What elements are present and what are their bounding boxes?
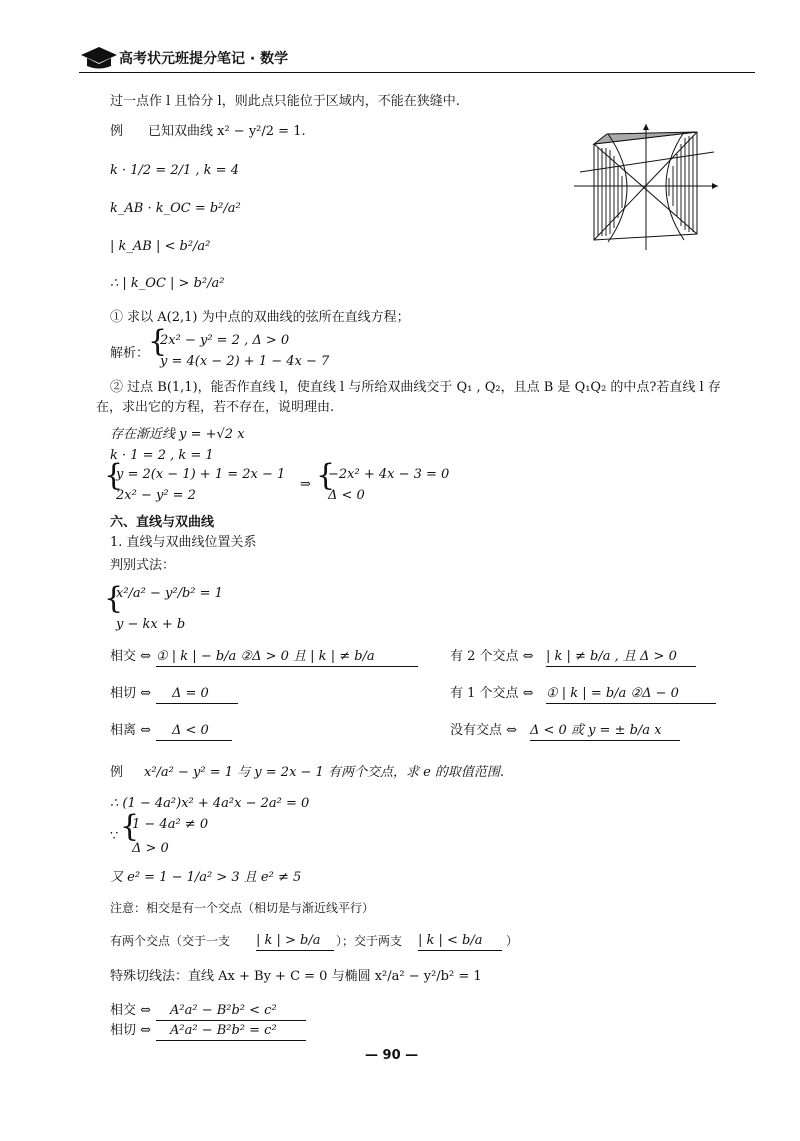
- special-label-intersect: 相交 ⇔: [110, 1003, 152, 1018]
- subsection-heading: 1. 直线与双曲线位置关系: [110, 535, 257, 550]
- text-line: 过一点作 l 且恰分 l，则此点只能位于区域内，不能在狭缝中.: [110, 94, 460, 109]
- question-2-line-1: ② 过点 B(1,1)，能否作直线 l，使直线 l 与所给双曲线交于 Q₁ , Q₂，且点 B 是 Q₁Q₂ 的中点?若直线 l 存: [110, 380, 721, 395]
- system-eq-6: y − kx + b: [116, 617, 186, 632]
- system-eq-5: x²/a² − y²/b² = 1: [116, 586, 223, 601]
- question-2-line-2: 在，求出它的方程，若不存在，说明理由.: [96, 400, 335, 415]
- note-text: ）: [506, 934, 519, 948]
- note-value-2: | k | < b/a: [418, 932, 502, 951]
- method-label: 判别式法：: [110, 558, 176, 573]
- left-brace: {: [148, 324, 168, 359]
- special-method-line: 特殊切线法：直线 Ax + By + C = 0 与椭圆 x²/a² − y²/b² = 1: [110, 969, 482, 984]
- example-text: 已知双曲线 x² − y²/2 = 1.: [148, 124, 306, 139]
- relation-value-tangent: Δ = 0: [156, 685, 238, 704]
- example-label: 例: [110, 765, 124, 780]
- example-step-1: ∴ (1 − 4a²)x² + 4a²x − 2a² = 0: [110, 796, 310, 811]
- relation-label-intersect: 相交 ⇔: [110, 649, 152, 664]
- solution-label: 解析：: [110, 346, 150, 361]
- relation-value-none: Δ < 0 或 y = ± b/a x: [530, 722, 680, 741]
- header-rule: [79, 72, 755, 73]
- example-label: 例: [110, 124, 124, 139]
- question-1: ① 求以 A(2,1) 为中点的双曲线的弦所在直线方程；: [110, 310, 410, 325]
- left-brace: {: [120, 809, 140, 844]
- formula-kab: k_AB · k_OC = b²/a²: [110, 201, 241, 216]
- left-brace: {: [104, 581, 124, 616]
- relation-label-separate: 相离 ⇔: [110, 723, 152, 738]
- note-text: 有两个交点（交于一支: [110, 934, 231, 948]
- example-cond-1: 1 − 4a² ≠ 0: [132, 817, 209, 832]
- relation-label-none: 没有交点 ⇔: [450, 723, 518, 738]
- example-step-2: 又 e² = 1 − 1/a² > 3 且 e² ≠ 5: [110, 870, 302, 885]
- system-eq-4: Δ < 0: [328, 488, 365, 503]
- example-cond-2: Δ > 0: [132, 841, 169, 856]
- formula-k2: k · 1 = 2 , k = 1: [110, 448, 214, 463]
- formula-kab-abs: | k_AB | < b²/a²: [110, 239, 211, 254]
- solution-eq-1: 2x² − y² = 2 , Δ > 0: [160, 333, 290, 348]
- special-value-intersect: A²a² − B²b² < c²: [156, 1002, 306, 1021]
- hyperbola-figure: [572, 122, 722, 252]
- section-heading: 六、直线与双曲线: [110, 515, 215, 530]
- because-symbol: ∵: [110, 829, 119, 844]
- note-text: ）；交于两支: [336, 934, 403, 948]
- left-brace: {: [316, 458, 336, 493]
- special-value-tangent: A²a² − B²b² = c²: [156, 1022, 306, 1041]
- implies-arrow: ⇒: [300, 477, 311, 492]
- relation-value-one: ① | k | = b/a ②Δ − 0: [546, 685, 716, 704]
- system-eq-2: 2x² − y² = 2: [116, 488, 196, 503]
- system-eq-1: y = 2(x − 1) + 1 = 2x − 1: [116, 467, 286, 482]
- header: [75, 42, 755, 76]
- formula-k1: k · 1/2 = 2/1 , k = 4: [110, 163, 239, 178]
- solution-eq-2: y = 4(x − 2) + 1 − 4x − 7: [160, 354, 330, 369]
- relation-value-intersect: ① | k | − b/a ②Δ > 0 且 | k | ≠ b/a: [156, 648, 418, 667]
- relation-label-two: 有 2 个交点 ⇔: [450, 649, 534, 664]
- special-label-tangent: 相切 ⇔: [110, 1023, 152, 1038]
- relation-label-one: 有 1 个交点 ⇔: [450, 686, 534, 701]
- example-text: x²/a² − y² = 1 与 y = 2x − 1 有两个交点，求 e 的取值范围.: [144, 765, 505, 780]
- relation-value-separate: Δ < 0: [156, 722, 232, 741]
- left-brace: {: [104, 458, 124, 493]
- graduation-cap-icon: [79, 46, 119, 70]
- asymptote-line: 存在渐近线 y = +√2 x: [110, 427, 245, 442]
- page-number: — 90 —: [365, 1048, 419, 1063]
- system-eq-3: −2x² + 4x − 3 = 0: [328, 467, 450, 482]
- header-title: 高考状元班提分笔记 · 数学: [119, 51, 289, 67]
- note-line: 注意：相交是有一个交点（相切是与渐近线平行）: [110, 901, 375, 915]
- note-value-1: | k | > b/a: [256, 932, 334, 951]
- relation-value-two: | k | ≠ b/a , 且 Δ > 0: [546, 648, 696, 667]
- formula-koc: ∴ | k_OC | > b²/a²: [110, 276, 225, 291]
- relation-label-tangent: 相切 ⇔: [110, 686, 152, 701]
